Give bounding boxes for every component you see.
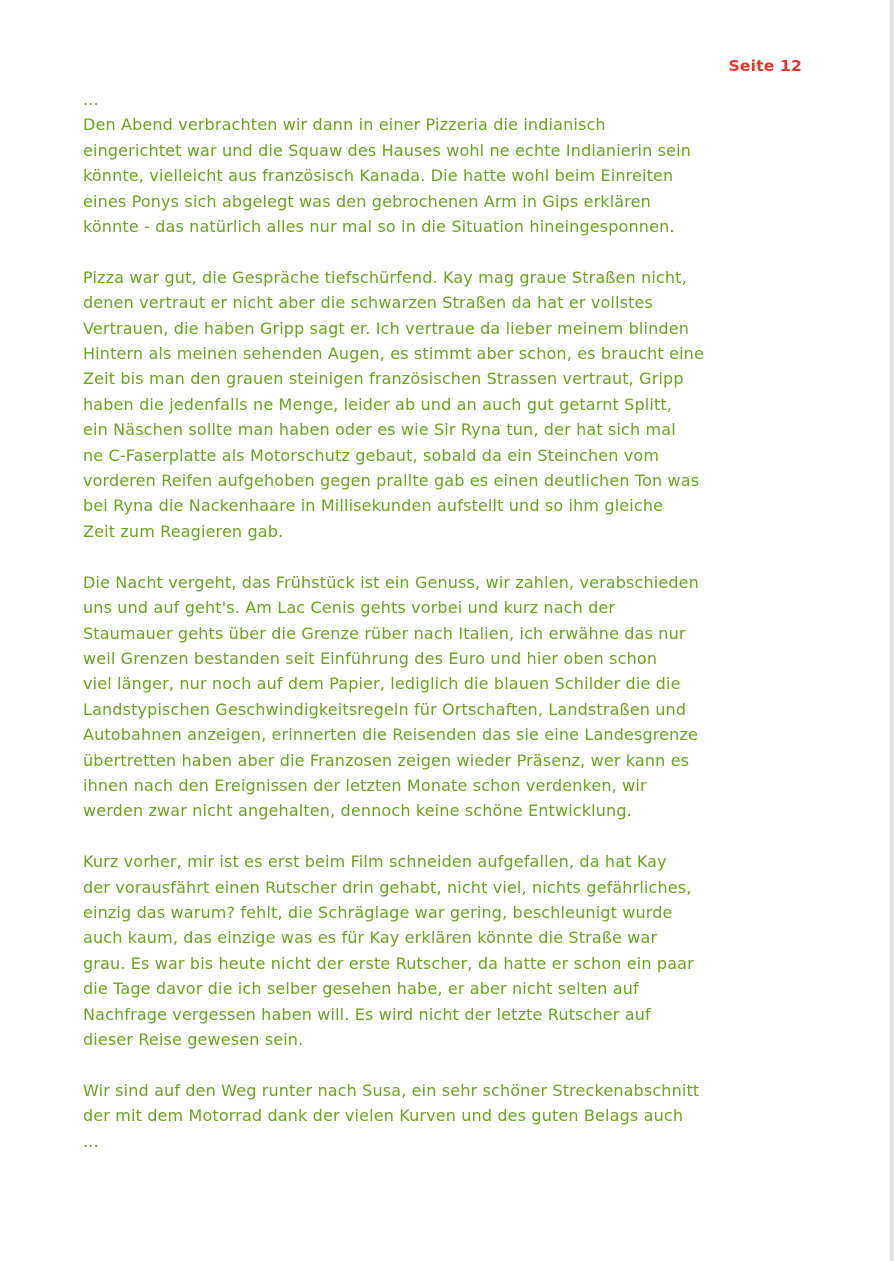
- text-line: Pizza war gut, die Gespräche tiefschürfend. Kay mag graue Straßen nicht,: [83, 267, 687, 287]
- paragraph: [83, 112, 818, 239]
- trail-ellipsis: ...: [83, 1131, 99, 1151]
- text-line: Zeit zum Reagieren gab.: [83, 521, 284, 541]
- text-line: ihnen nach den Ereignissen der letzten Monate schon verdenken, wir: [83, 775, 647, 795]
- text-line: viel länger, nur noch auf dem Papier, lediglich die blauen Schilder die die: [83, 674, 681, 694]
- text-line: eingerichtet war und die Squaw des Hauses wohl ne echte Indianierin sein: [83, 140, 692, 160]
- text-line: ein Näschen sollte man haben oder es wie Sir Ryna tun, der hat sich mal: [83, 420, 676, 440]
- text-line: Vertrauen, die haben Gripp sagt er. Ich vertraue da lieber meinem blinden: [83, 318, 689, 338]
- text-line: der mit dem Motorrad dank der vielen Kurven und des guten Belags auch: [83, 1106, 684, 1126]
- text-line: Zeit bis man den grauen steinigen französischen Strassen vertraut, Gripp: [83, 369, 684, 389]
- text-line: weil Grenzen bestanden seit Einführung des Euro und hier oben schon: [83, 648, 658, 668]
- text-line: einzig das warum? fehlt, die Schräglage war gering, beschleunigt wurde: [83, 902, 673, 922]
- paragraph-gap: [83, 239, 818, 264]
- lead-ellipsis: ...: [83, 90, 99, 109]
- text-line: könnte - das natürlich alles nur mal so in die Situation hineingesponnen.: [83, 217, 675, 237]
- paragraph: [83, 849, 818, 1052]
- body-text: [83, 87, 818, 1154]
- text-line: grau. Es war bis heute nicht der erste Rutscher, da hatte er schon ein paar: [83, 953, 694, 973]
- paragraph-gap: [83, 544, 818, 569]
- text-line: eines Ponys sich abgelegt was den gebrochenen Arm in Gips erklären: [83, 191, 651, 211]
- text-line: bei Ryna die Nackenhaare in Millisekunden aufstellt und so ihm gleiche: [83, 496, 664, 516]
- text-line: die Tage davor die ich selber gesehen habe, er aber nicht selten auf: [83, 979, 639, 999]
- text-line: könnte, vielleicht aus französisch Kanada. Die hatte wohl beim Einreiten: [83, 166, 674, 186]
- text-line: Nachfrage vergessen haben will. Es wird nicht der letzte Rutscher auf: [83, 1004, 651, 1024]
- text-line: der vorausfährt einen Rutscher drin gehabt, nicht viel, nichts gefährliches,: [83, 877, 692, 897]
- paragraph: [83, 570, 818, 824]
- text-line: uns und auf geht's. Am Lac Cenis gehts vorbei und kurz nach der: [83, 598, 616, 618]
- text-line: denen vertraut er nicht aber die schwarzen Straßen da hat er vollstes: [83, 293, 653, 313]
- text-line: Wir sind auf den Weg runter nach Susa, ein sehr schöner Streckenabschnitt: [83, 1080, 700, 1100]
- text-line: haben die jedenfalls ne Menge, leider ab und an auch gut getarnt Splitt,: [83, 394, 673, 414]
- text-line: Die Nacht vergeht, das Frühstück ist ein Genuss, wir zahlen, verabschieden: [83, 572, 699, 592]
- page-number: Seite 12: [728, 57, 802, 75]
- text-line: Kurz vorher, mir ist es erst beim Film schneiden aufgefallen, da hat Kay: [83, 852, 667, 872]
- text-line: übertretten haben aber die Franzosen zeigen wieder Präsenz, wer kann es: [83, 750, 690, 770]
- text-line: ne C-Faserplatte als Motorschutz gebaut, sobald da ein Steinchen vom: [83, 445, 660, 465]
- paragraph: [83, 1078, 818, 1129]
- text-line: Den Abend verbrachten wir dann in einer Pizzeria die indianisch: [83, 115, 606, 135]
- text-line: vorderen Reifen aufgehoben gegen prallte gab es einen deutlichen Ton was: [83, 471, 700, 491]
- paragraph-gap: [83, 1052, 818, 1077]
- text-line: Staumauer gehts über die Grenze rüber nach Italien, ich erwähne das nur: [83, 623, 686, 643]
- text-line: Landstypischen Geschwindigkeitsregeln für Ortschaften, Landstraßen und: [83, 699, 687, 719]
- text-line: werden zwar nicht angehalten, dennoch keine schöne Entwicklung.: [83, 801, 632, 821]
- paragraph-gap: [83, 824, 818, 849]
- text-line: Hintern als meinen sehenden Augen, es stimmt aber schon, es braucht eine: [83, 344, 704, 364]
- text-line: auch kaum, das einzige was es für Kay erklären könnte die Straße war: [83, 928, 658, 948]
- text-line: dieser Reise gewesen sein.: [83, 1029, 304, 1049]
- paragraph: [83, 265, 818, 544]
- text-line: Autobahnen anzeigen, erinnerten die Reisenden das sie eine Landesgrenze: [83, 725, 698, 745]
